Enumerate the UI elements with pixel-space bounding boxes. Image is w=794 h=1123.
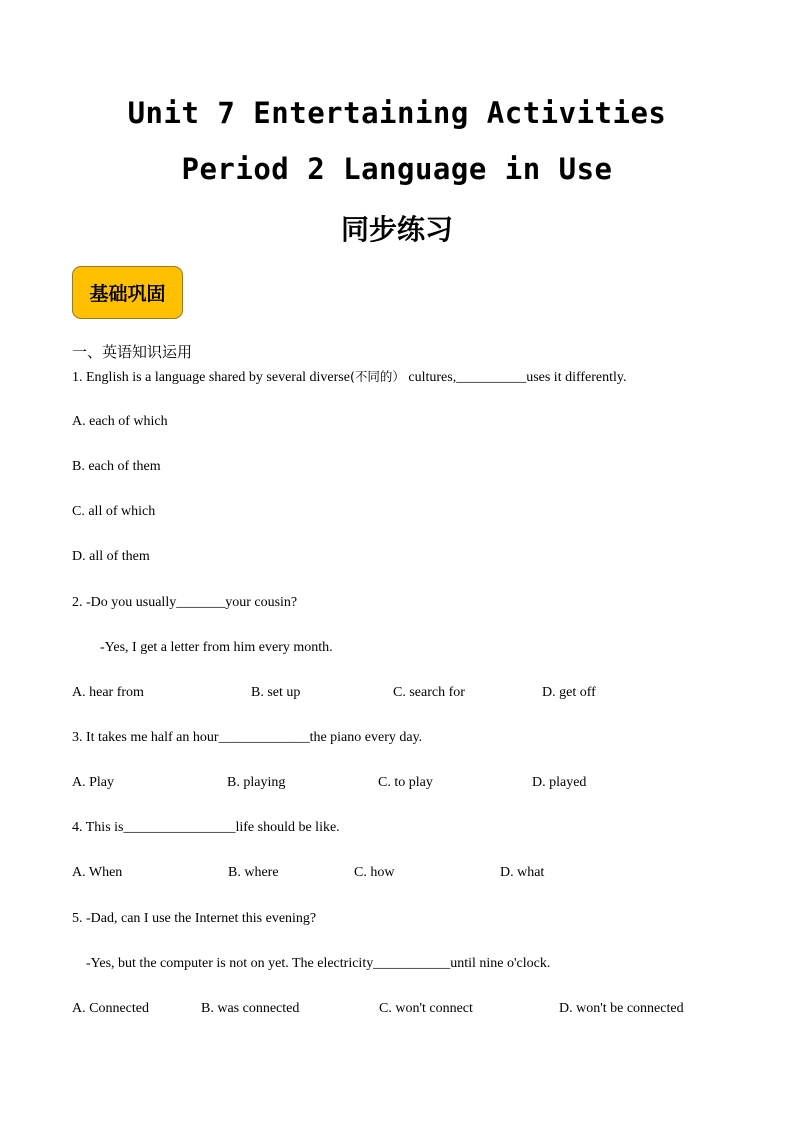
question-2-reply: -Yes, I get a letter from him every month. (100, 640, 333, 655)
question-3-stem: 3. It takes me half an hour_____________the piano every day. (72, 730, 423, 745)
question-4-stem: 4. This is________________life should be like. (72, 820, 340, 835)
question-2-option-a: A. hear from (72, 685, 144, 700)
question-2-option-d: D. get off (542, 685, 596, 700)
question-5-option-b: B. was connected (201, 1001, 300, 1016)
question-1-option-a: A. each of which (72, 414, 168, 429)
question-1-option-b: B. each of them (72, 459, 161, 474)
question-4-option-d: D. what (500, 865, 545, 880)
section-badge: 基础巩固 (72, 266, 183, 319)
question-3-option-b: B. playing (227, 775, 286, 790)
question-3-option-d: D. played (532, 775, 587, 790)
question-1-option-c: C. all of which (72, 504, 156, 519)
question-1-option-d: D. all of them (72, 549, 150, 564)
question-1-stem-after: cultures,__________uses it differently. (404, 370, 627, 385)
question-5-reply: -Yes, but the computer is not on yet. The electricity___________until nine o'clock. (86, 956, 551, 971)
question-2-option-c: C. search for (393, 685, 465, 700)
question-1-stem (72, 368, 627, 387)
question-2-option-b: B. set up (251, 685, 301, 700)
question-3-option-a: A. Play (72, 775, 114, 790)
question-1-stem-before: 1. English is a language shared by several diverse (72, 370, 350, 385)
page-title-line-2: Period 2 Language in Use (181, 152, 613, 186)
question-5-option-c: C. won't connect (379, 1001, 473, 1016)
question-4-option-c: C. how (354, 865, 395, 880)
question-5-option-a: A. Connected (72, 1001, 149, 1016)
question-5-option-d: D. won't be connected (559, 1001, 684, 1016)
page-title-line-3: 同步练习 (340, 213, 453, 246)
question-2-stem: 2. -Do you usually_______your cousin? (72, 595, 298, 610)
section-heading: 一、英语知识运用 (72, 343, 193, 361)
page-title-line-1: Unit 7 Entertaining Activities (127, 96, 667, 130)
question-5-stem: 5. -Dad, can I use the Internet this evening? (72, 911, 317, 926)
question-1-stem-cn: (不同的） (349, 369, 405, 384)
question-4-option-a: A. When (72, 865, 123, 880)
question-4-option-b: B. where (228, 865, 279, 880)
question-3-option-c: C. to play (378, 775, 433, 790)
